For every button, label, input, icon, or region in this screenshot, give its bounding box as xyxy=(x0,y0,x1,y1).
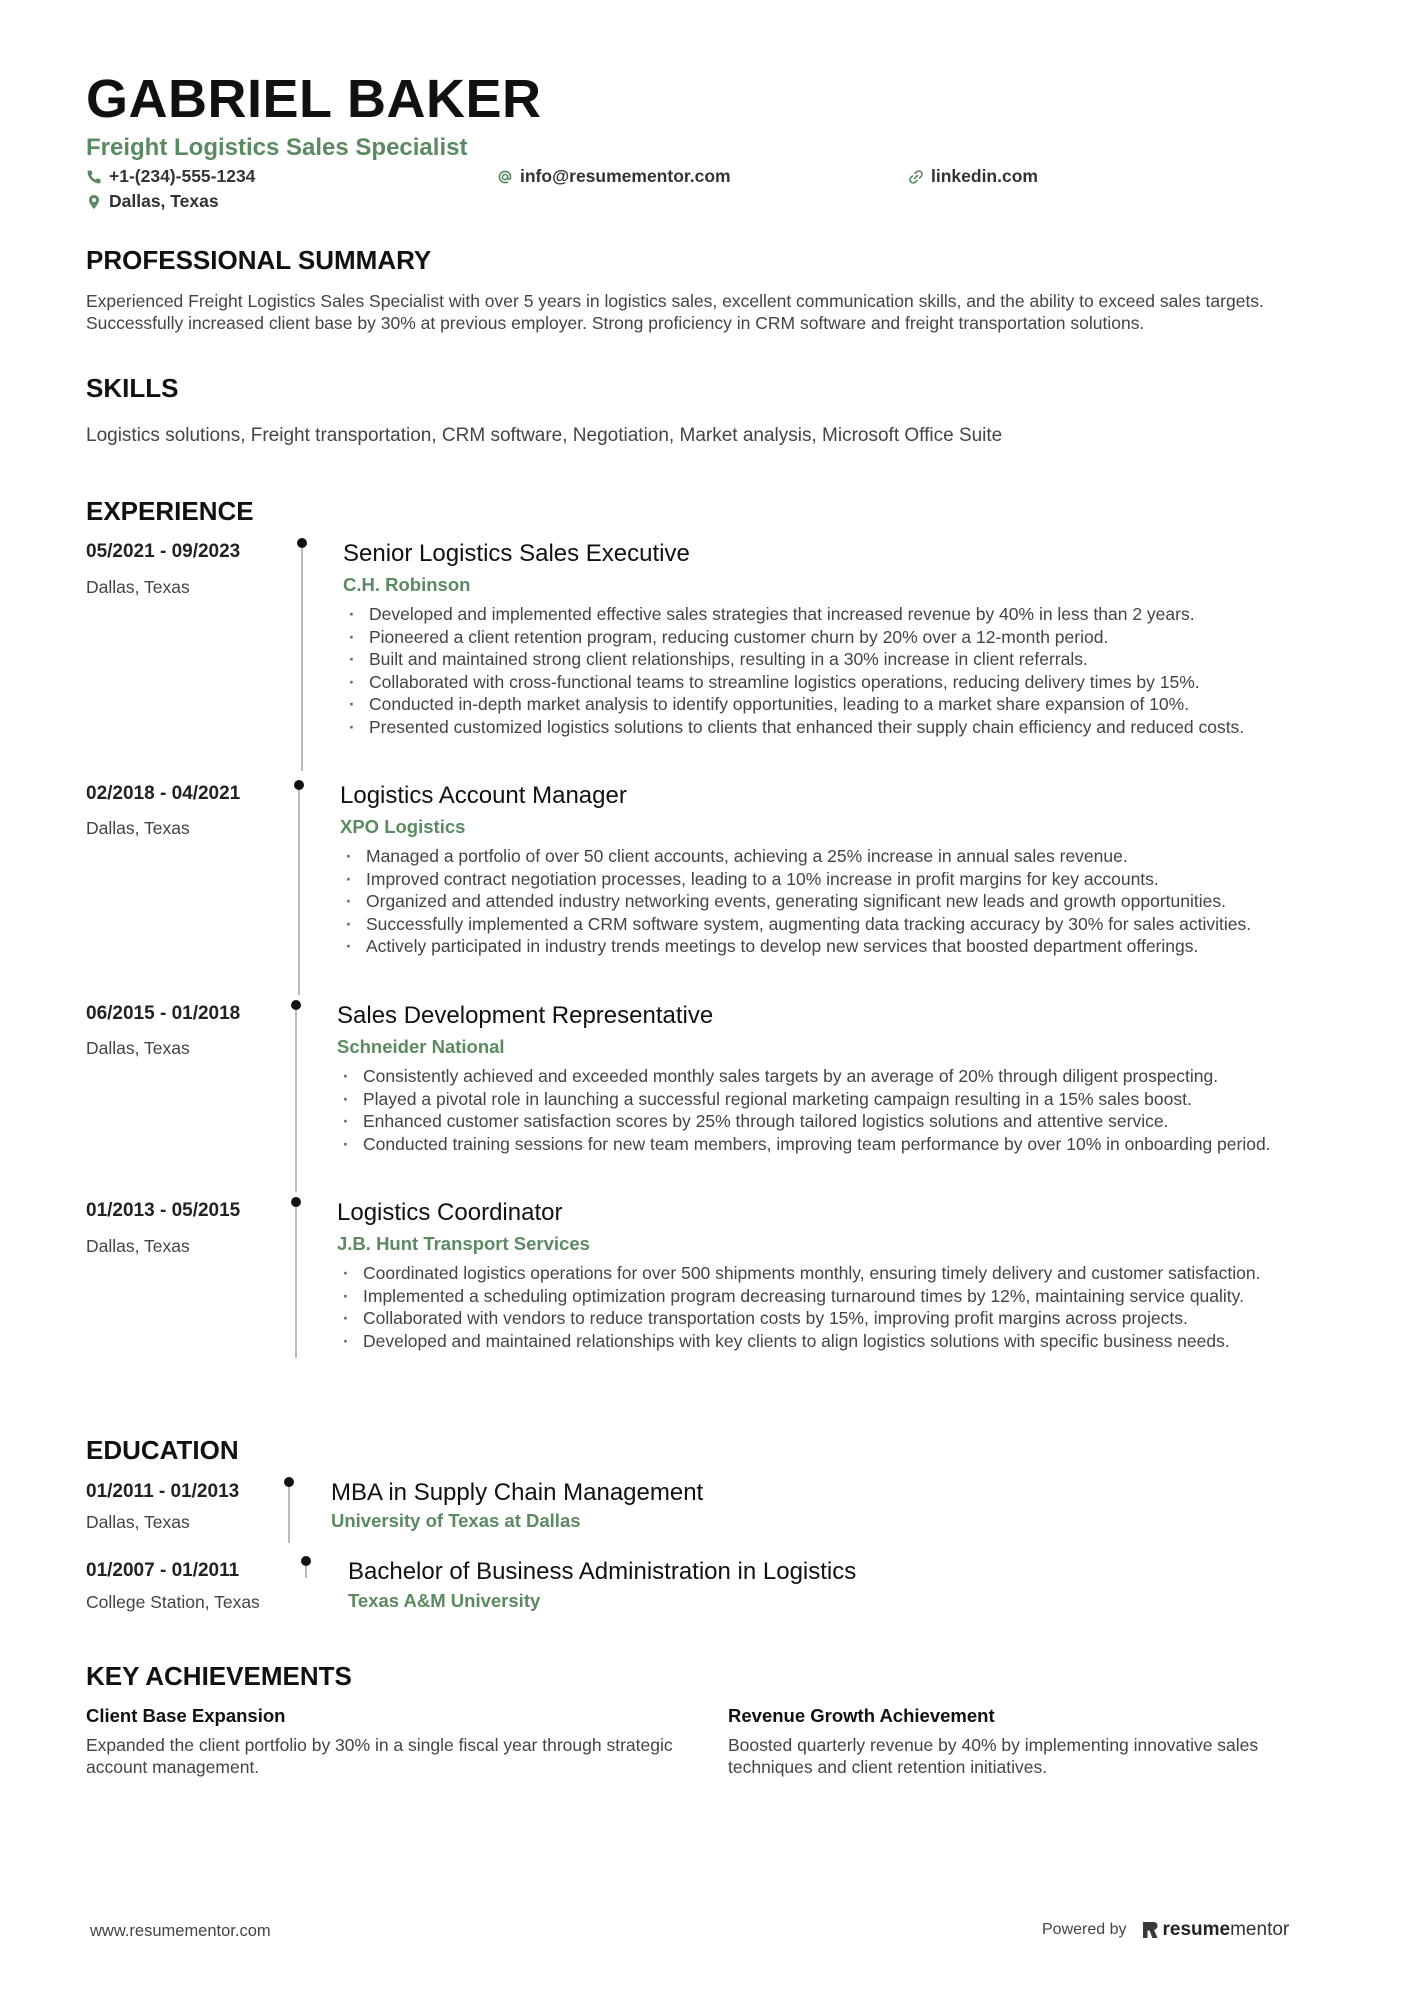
achievement-text: Expanded the client portfolio by 30% in a single fiscal year through strategic account management. xyxy=(86,1735,673,1777)
footer-branding xyxy=(1042,1919,1289,1941)
powered-by-text: Powered by xyxy=(1042,1921,1127,1938)
timeline-line xyxy=(295,1203,297,1358)
achievement-title: Client Base Expansion xyxy=(86,1705,286,1726)
list-item: · Enhanced customer satisfaction scores by 25% through tailored logistics solutions and attentive service. xyxy=(337,1110,1347,1133)
edu-dates: 01/2011 - 01/2013 xyxy=(86,1481,240,1502)
job-dates: 05/2021 - 09/2023 xyxy=(86,541,241,562)
summary-text: Experienced Freight Logistics Sales Specialist with over 5 years in logistics sales, excellent communication skills, and the ability to exceed sales targets. Successfully increased client base by 30% at previous employer. Strong proficiency in CRM software and freight transportation solutions. xyxy=(86,291,1264,333)
list-item: · Implemented a scheduling optimization program decreasing turnaround times by 12%, maintaining service quality. xyxy=(337,1285,1347,1308)
job-dates: 01/2013 - 05/2015 xyxy=(86,1200,241,1221)
contact-linkedin[interactable] xyxy=(908,166,1038,187)
edu-location: College Station, Texas xyxy=(86,1592,260,1612)
edu-school: Texas A&M University xyxy=(348,1590,541,1611)
list-item: · Coordinated logistics operations for over 500 shipments monthly, ensuring timely delivery and customer satisfaction. xyxy=(337,1262,1347,1285)
job-company: Schneider National xyxy=(337,1036,505,1057)
list-item: · Played a pivotal role in launching a successful regional marketing campaign resulting in a 15% sales boost. xyxy=(337,1088,1347,1111)
email-text: info@resumementor.com xyxy=(520,166,731,186)
job-role: Logistics Coordinator xyxy=(337,1199,563,1226)
job-dates: 02/2018 - 04/2021 xyxy=(86,783,241,804)
job-bullets xyxy=(337,1065,1347,1155)
phone-icon xyxy=(86,169,102,185)
linkedin-text: linkedin.com xyxy=(931,166,1038,186)
list-item: · Developed and maintained relationships with key clients to align logistics solutions with specific business needs. xyxy=(337,1330,1347,1353)
timeline-line xyxy=(288,1483,290,1543)
list-item: · Collaborated with cross-functional teams to streamline logistics operations, reducing delivery times by 15%. xyxy=(343,671,1353,694)
list-item: · Actively participated in industry trends meetings to develop new services that boosted department offerings. xyxy=(340,935,1350,958)
job-role: Logistics Account Manager xyxy=(340,782,627,809)
job-company: XPO Logistics xyxy=(340,816,466,837)
job-role: Sales Development Representative xyxy=(337,1002,714,1029)
job-bullets xyxy=(343,603,1353,738)
list-item: · Improved contract negotiation processes, leading to a 10% increase in profit margins for key accounts. xyxy=(340,868,1350,891)
experience-heading: EXPERIENCE xyxy=(86,496,254,526)
edu-location: Dallas, Texas xyxy=(86,1512,190,1532)
at-icon xyxy=(497,169,513,185)
brand-bold: resume xyxy=(1162,1919,1231,1940)
achievements-heading: KEY ACHIEVEMENTS xyxy=(86,1661,352,1691)
skills-text: Logistics solutions, Freight transportation, CRM software, Negotiation, Market analysis, Microsoft Office Suite xyxy=(86,425,1003,446)
education-heading: EDUCATION xyxy=(86,1435,239,1465)
achievement-title: Revenue Growth Achievement xyxy=(728,1705,995,1726)
footer-website[interactable]: www.resumementor.com xyxy=(90,1922,271,1940)
list-item: · Organized and attended industry networking events, generating significant new leads and growth opportunities. xyxy=(340,890,1350,913)
brand-regular: mentor xyxy=(1230,1919,1290,1940)
edu-degree: MBA in Supply Chain Management xyxy=(331,1479,704,1506)
job-location: Dallas, Texas xyxy=(86,1038,190,1058)
list-item: · Collaborated with vendors to reduce transportation costs by 15%, improving profit margins across projects. xyxy=(337,1307,1347,1330)
timeline-dot xyxy=(291,1197,301,1207)
list-item: · Pioneered a client retention program, reducing customer churn by 20% over a 12-month period. xyxy=(343,626,1353,649)
timeline-line xyxy=(301,545,303,771)
list-item: · Successfully implemented a CRM software system, augmenting data tracking accuracy by 30% for sales activities. xyxy=(340,913,1350,936)
job-location: Dallas, Texas xyxy=(86,818,190,838)
link-icon xyxy=(908,169,924,185)
list-item: · Consistently achieved and exceeded monthly sales targets by an average of 20% through diligent prospecting. xyxy=(337,1065,1347,1088)
location-pin-icon xyxy=(86,194,102,210)
list-item: · Presented customized logistics solutions to clients that enhanced their supply chain efficiency and reduced costs. xyxy=(343,716,1353,739)
location-text: Dallas, Texas xyxy=(109,191,219,211)
list-item: · Managed a portfolio of over 50 client accounts, achieving a 25% increase in annual sales revenue. xyxy=(340,845,1350,868)
timeline-dot xyxy=(297,538,307,548)
job-role: Senior Logistics Sales Executive xyxy=(343,540,690,567)
job-bullets xyxy=(337,1262,1347,1352)
job-company: J.B. Hunt Transport Services xyxy=(337,1233,590,1254)
edu-dates: 01/2007 - 01/2011 xyxy=(86,1560,240,1581)
summary-heading: PROFESSIONAL SUMMARY xyxy=(86,245,432,275)
job-title: Freight Logistics Sales Specialist xyxy=(86,134,468,161)
timeline-dot xyxy=(301,1556,311,1566)
skills-heading: SKILLS xyxy=(86,373,179,403)
candidate-name: GABRIEL BAKER xyxy=(86,69,542,129)
achievement-text: Boosted quarterly revenue by 40% by implementing innovative sales techniques and client retention initiatives. xyxy=(728,1735,1259,1777)
list-item: · Developed and implemented effective sales strategies that increased revenue by 40% in less than 2 years. xyxy=(343,603,1353,626)
brand-logo[interactable] xyxy=(1141,1919,1290,1941)
timeline-dot xyxy=(291,1000,301,1010)
job-location: Dallas, Texas xyxy=(86,1236,190,1256)
contact-location xyxy=(86,191,219,212)
contact-email[interactable] xyxy=(497,166,731,187)
list-item: · Conducted in-depth market analysis to identify opportunities, leading to a market share expansion of 10%. xyxy=(343,693,1353,716)
timeline-dot xyxy=(294,780,304,790)
list-item: · Conducted training sessions for new team members, improving team performance by over 10% in onboarding period. xyxy=(337,1133,1347,1156)
edu-school: University of Texas at Dallas xyxy=(331,1510,581,1531)
edu-degree: Bachelor of Business Administration in Logistics xyxy=(348,1558,857,1585)
list-item: · Built and maintained strong client relationships, resulting in a 30% increase in client referrals. xyxy=(343,648,1353,671)
resumementor-logo-icon xyxy=(1141,1920,1159,1940)
job-location: Dallas, Texas xyxy=(86,577,190,597)
phone-text: +1-(234)-555-1234 xyxy=(109,166,256,186)
job-company: C.H. Robinson xyxy=(343,574,471,595)
timeline-dot xyxy=(284,1477,294,1487)
timeline-line xyxy=(295,1006,297,1192)
contact-phone[interactable] xyxy=(86,166,255,187)
job-dates: 06/2015 - 01/2018 xyxy=(86,1003,241,1024)
job-bullets xyxy=(340,845,1350,958)
timeline-line xyxy=(298,786,300,995)
